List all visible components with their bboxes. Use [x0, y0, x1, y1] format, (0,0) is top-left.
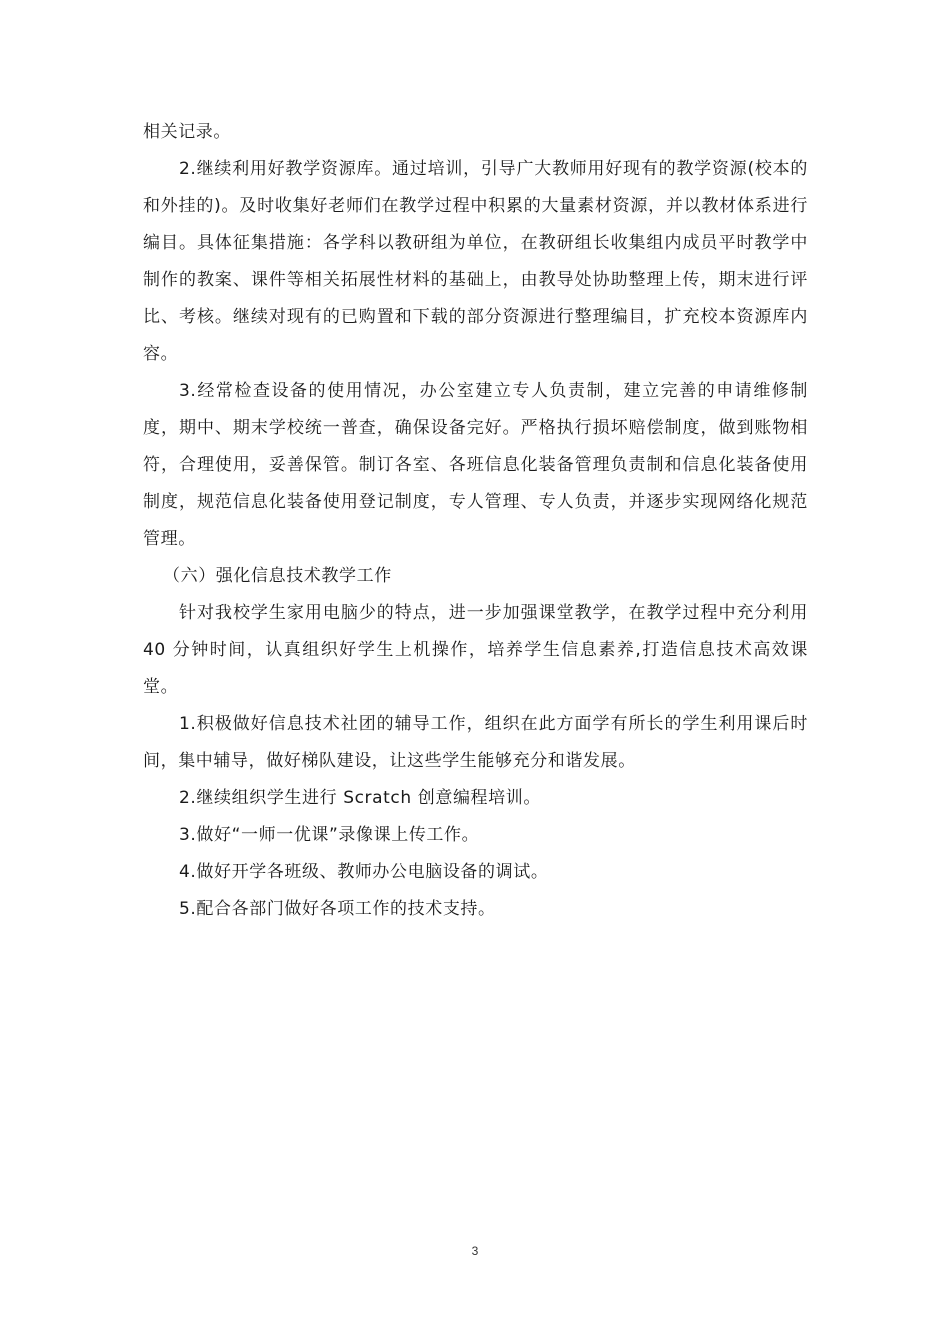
- list-item-tech-support: 5.配合各部门做好各项工作的技术支持。: [179, 899, 496, 919]
- paragraph-equipment-check: 3.经常检查设备的使用情况，办公室建立专人负责制，建立完善的申请维修制度，期中、期末学校统一普查，确保设备完好。严格执行损坏赔偿制度，做到账物相符，合理使用，妥善保管。制订各室、各班信息化装备管理负责制和信息化装备使用制度，规范信息化装备使用登记制度，专人管理、专人负责，并逐步实现网络化规范管理。: [143, 381, 808, 549]
- list-item-device-debugging: 4.做好开学各班级、教师办公电脑设备的调试。: [179, 862, 549, 882]
- list-item-scratch-training: 2.继续组织学生进行 Scratch 创意编程培训。: [179, 788, 541, 808]
- paragraph-classroom-teaching: 针对我校学生家用电脑少的特点，进一步加强课堂教学，在教学过程中充分利用 40 分钟时间，认真组织好学生上机操作，培养学生信息素养,打造信息技术高效课堂。: [143, 603, 808, 697]
- page-number: 3: [471, 1244, 479, 1258]
- list-item-club-guidance: 1.积极做好信息技术社团的辅导工作，组织在此方面学有所长的学生利用课后时间，集中辅导，做好梯队建设，让这些学生能够充分和谐发展。: [143, 714, 808, 771]
- paragraph-continuation: 相关记录。: [143, 122, 231, 142]
- document-body: [143, 114, 808, 928]
- paragraph-resource-library: 2.继续利用好教学资源库。通过培训，引导广大教师用好现有的教学资源(校本的和外挂的)。及时收集好老师们在教学过程中积累的大量素材资源，并以教材体系进行编目。具体征集措施：各学科以教研组为单位，在教研组长收集组内成员平时教学中制作的教案、课件等相关拓展性材料的基础上，由教导处协助整理上传，期末进行评比、考核。继续对现有的已购置和下载的部分资源进行整理编目，扩充校本资源库内容。: [143, 159, 808, 364]
- list-item-video-upload: 3.做好“一师一优课”录像课上传工作。: [179, 825, 480, 845]
- section-heading: （六）强化信息技术教学工作: [163, 566, 392, 586]
